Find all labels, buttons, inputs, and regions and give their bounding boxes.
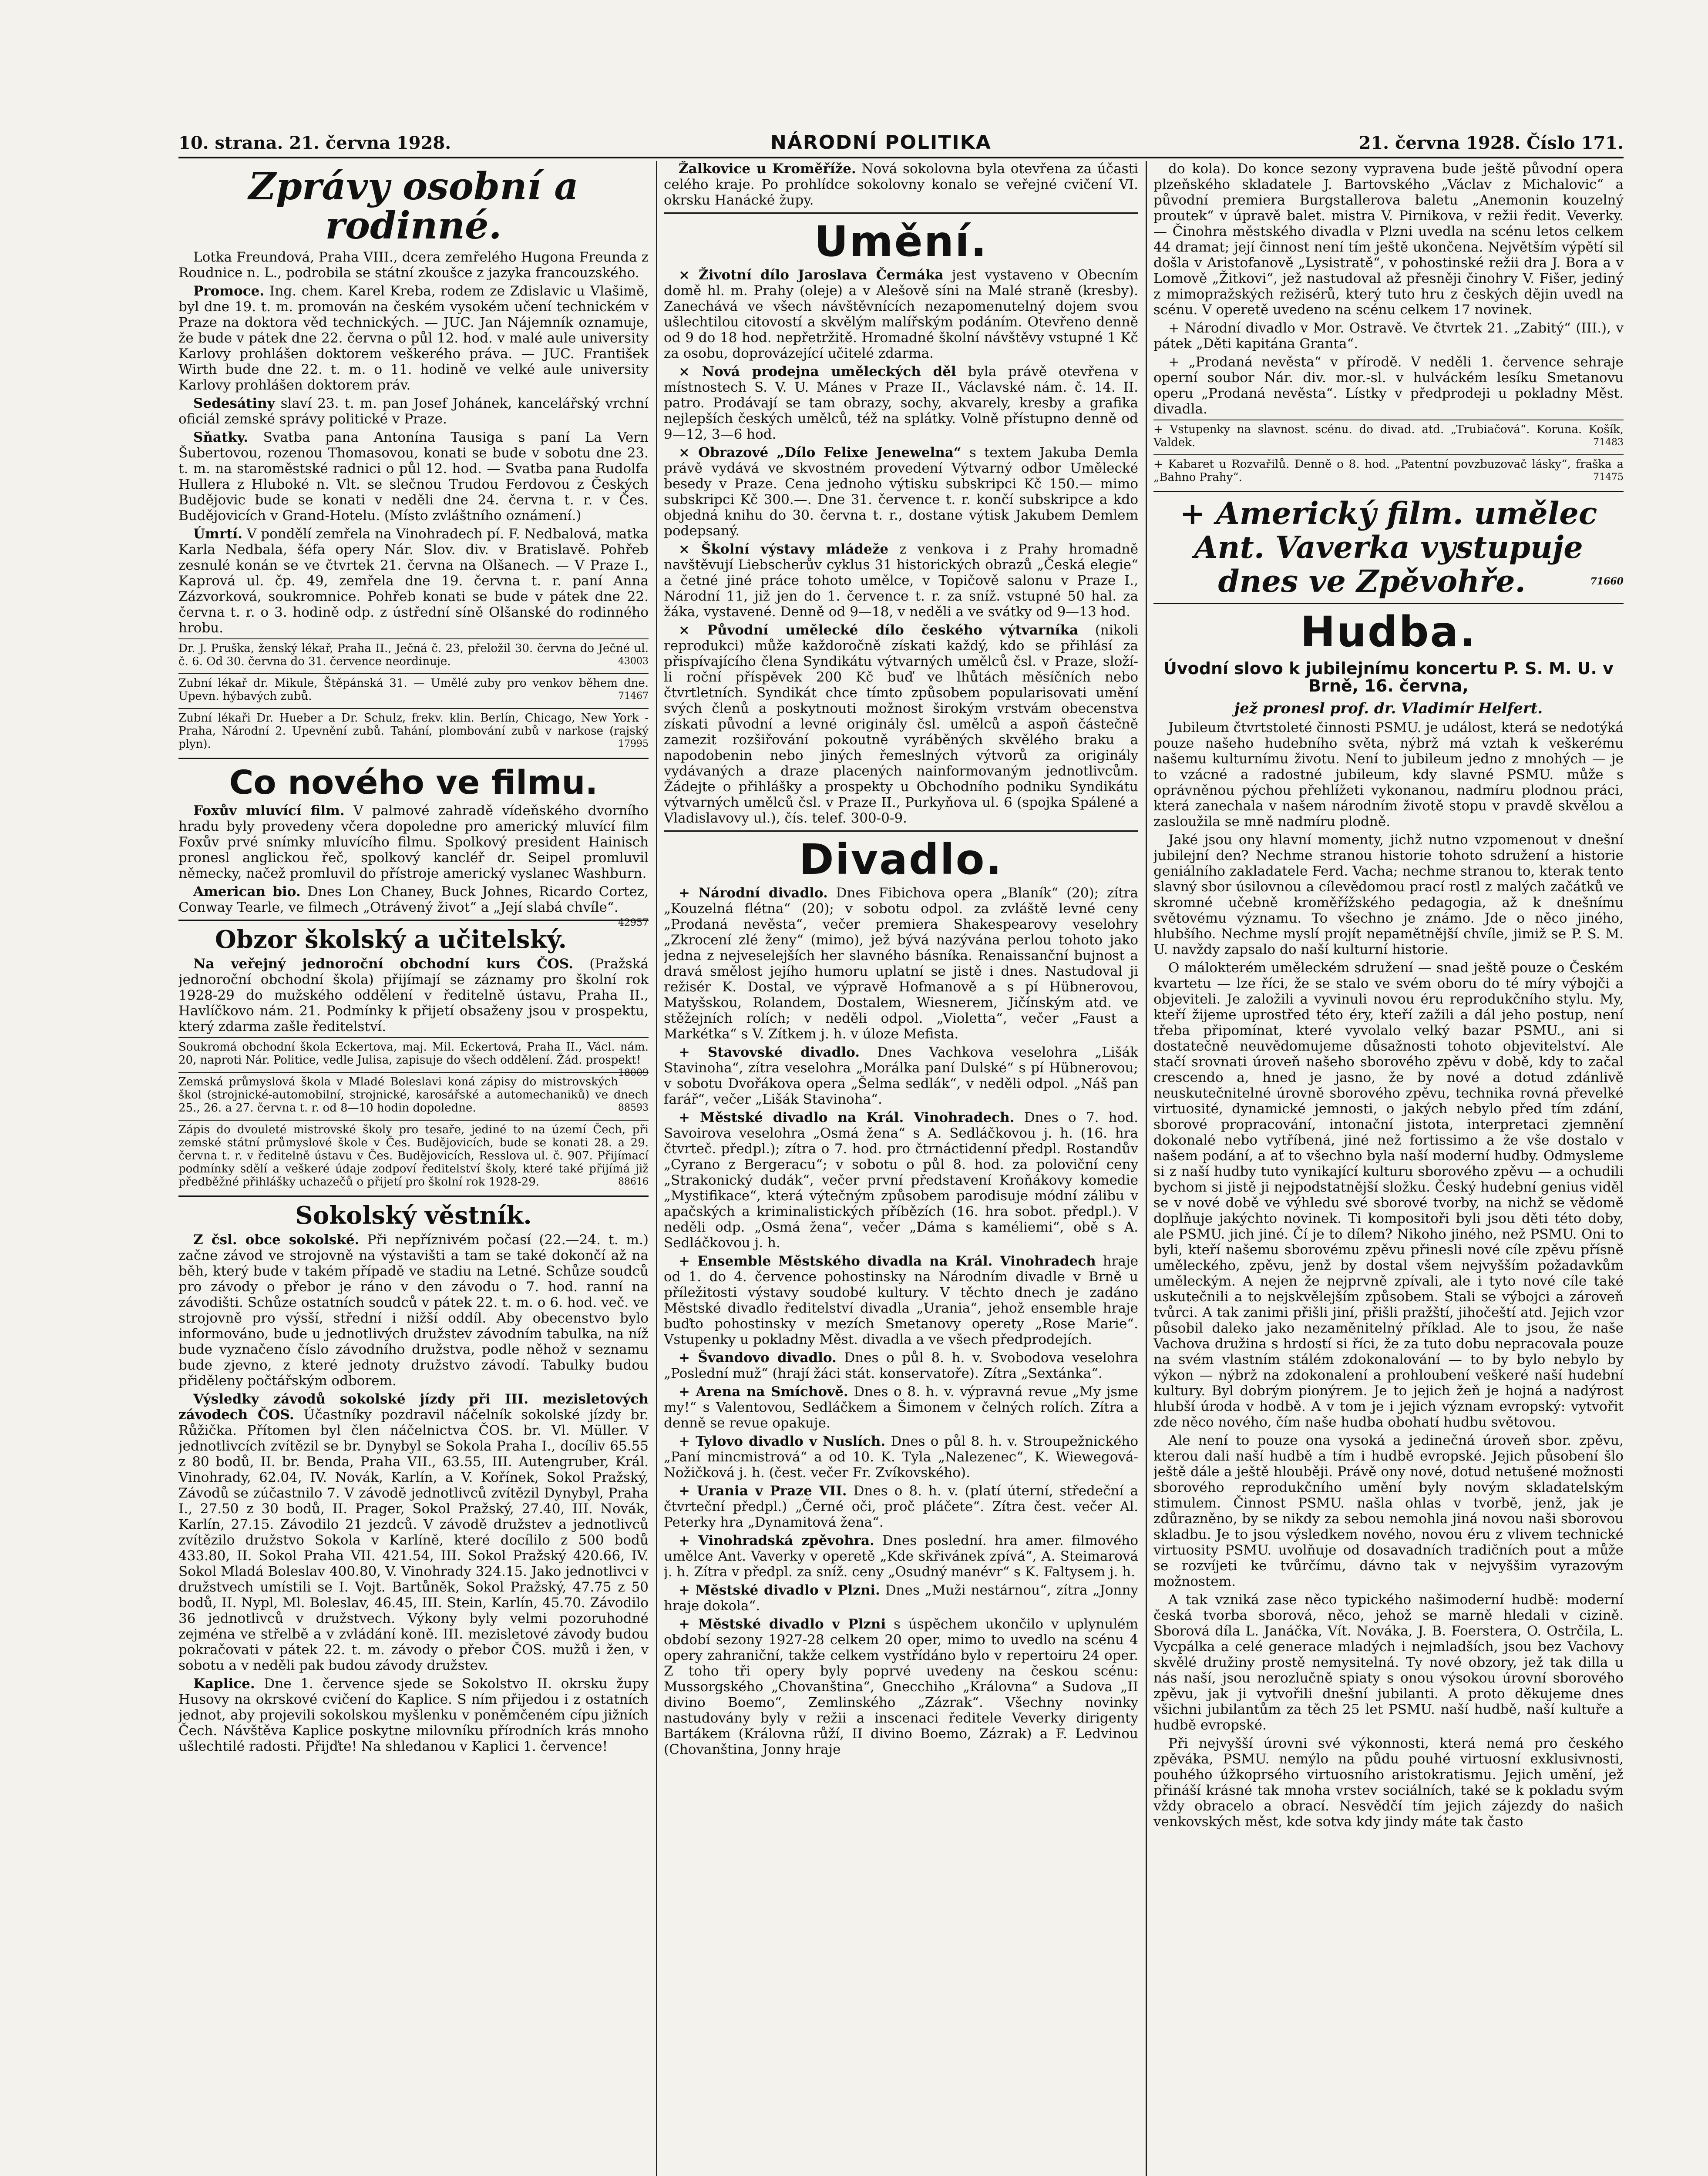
article-paragraph [178, 396, 649, 427]
paragraph-lead: + Švandovo divadlo. [679, 1350, 837, 1366]
ad-number: 42957 [618, 917, 649, 929]
paragraph-lead: Promoce. [193, 283, 265, 299]
article-paragraph [178, 430, 649, 524]
article-paragraph: × Životní dílo Jaroslava Čermáka jest vystaveno v Obecním domě hl. m. Prahy (oleje) a v Alešově síni na Malé straně (kresby). Zanechává ve všech návštěvnících nezapomenutelný dojem svou ušlechtilou citovostí a skvělým malířským podáním. Otevřeno denně od 9 do 18 hod. nepřetržitě. Hromadné školní návštěvy vstupné 1 Kč za osobu, doprovázející učitelé zdarma. [664, 267, 1138, 361]
article-paragraph: + Městské divadlo v Plzni. Dnes „Muži nestárnou“, zítra „Jonny hraje dokola“. [664, 1582, 1138, 1614]
article-paragraph: A tak vzniká zase něco typického našimoderní hudbě: moderní česká tvorba sborová, něco, jehož se marně hledali v cizině. Sborová díla L. Janáčka, Vít. Nováka, J. B. Foerstera, O. Ostrčila, L. Vycpálka a celé generace mladých i nejmladších, jsou bez Vachovy skvělé družiny prostě nemysitelná. Ty nové obzory, jež tak dilla u nás naší, jsou nerozlučně spiaty s onou výsokou úrovní sborového zpěvu, jak ji vytvořili dnešní jubilanti. A proto děkujeme dnes všichni jubilantům za těch 25 let PSMU. naší hudbě, naší kultuře a hudbě evropské. [1153, 1592, 1624, 1733]
paragraph-lead: Sňatky. [193, 429, 249, 445]
article-paragraph: + Městské divadlo v Plzni s úspěchem ukončilo v uplynulém období sezony 1927-28 celkem 20 oper, mimo to uvedlo na scénu 4 opery zahraniční, takže celkem vystřídáno bylo v repertoiru 24 oper. Z toho tři opery byly poprvé uvedeny na českou scénu: Mussorgského „Chovanština“, Gnecchiho „Královna“ a Sudova „II divino Boemo“, Zemlinského „Zázrak“. Všechny novinky nastudovány byly v režii a inscenaci ředitele Veverky dirigenty Bartákem (Královna růží, II divino Boemo, Zázrak) a F. Ledvinou (Chovanština, Jonny hraje [664, 1616, 1138, 1757]
article-subtitle: Úvodní slovo k jubilejnímu koncertu P. S. M. U. v Brně, 16. června, [1163, 658, 1614, 695]
divider [1153, 491, 1624, 492]
paragraph-lead: × Původní umělecké dílo českého výtvarníka [679, 622, 1079, 638]
paragraph-text: Ing. chem. Karel Kreba, rodem ze Zdislavic u Vlašimě, byl dne 19. t. m. promován na českém vysokém učení technickém v Praze na doktora věd technických. — JUC. Jan Nájemník oznamuje, že bude v pátek dne 22. června o půl 12. hod. v malé aule university Karlovy prohlášen doktorem veškerého práva. — JUC. František Wirth bude dne 22. t. m. o 11. hodině ve velké aule university Karlovy prohlášen doktorem práv. [178, 283, 649, 393]
article-paragraph: + Městské divadlo na Král. Vinohradech. Dnes o 7. hod. Savoirova veselohra „Osmá žena“ s A. Sedláčkovou j. h. (16. hra čtvrteč. předpl.); zítra o 7. hod. pro čtrnáctidenní předpl. Rostandův „Cyrano z Bergeracu“; v sobotu o půl 8. hod. za poloviční ceny „Strakonický dudák“, večer první představení Kroňákovy komedie „Mystifikace“, která výtečným způsobem parodisuje módní zálibu v apačských a kriminalistických příbězích (16. hra sobot. předpl.). V neděli odp. „Osmá žena“, večer „Dáma s kaméliemi“, obě s A. Sedláčkovou j. h. [664, 1109, 1138, 1251]
column-divider [656, 161, 657, 2176]
article-paragraph: + Vinohradská zpěvohra. Dnes poslední. hra amer. filmového umělce Ant. Vaverky v operetě „Kde skřivánek zpívá“, A. Steimarová j. h. Zítra v předpl. za sníž. ceny „Osudný manévr“ s K. Faltysem j. h. [664, 1532, 1138, 1580]
divider [664, 212, 1138, 214]
classified-ad: Soukromá obchodní škola Eckertova, maj. Mil. Eckertová, Praha II., Václ. nám. 20, naproti Nár. Politice, vedle Julisa, zapisuje do všech oddělení. Žád. prospekt! 18009 [178, 1037, 649, 1069]
article-paragraph: O málokterém uměleckém sdružení — snad ještě pouze o Českém kvartetu — lze říci, že se stalo ve svém oboru do té míry výbojči a objeviteli. Je založili a vyvinuli novou éru reprodukčního stylu. My, kteří žijeme uprostřed této éry, kteří zažili a dál jeho postup, není třeba připomínat, které vyvolalo velký bazar PSMU., ani si dostatečně neuvědomujeme důsažnosti tohoto objevitelství. Ale stačí srovnati úroveň našeho sborového zpěvu v době, kdy to začal crescendo a, hned je jasno, že by nové a dotud zdánlivě neuskutečnitelné úrovně sborového zpěvu, technika rovná převelké virtuosité, dynamické jemnosti, o jakých nebylo před tím zdání, sborové propracování, intonační jistota, interpretaci zjemnění dokonalé nebo vytříbená, jiné než fortissimo a že vše dostalo v našem podání, a ať to všechno byla naší moderní hudby. Odmysleme si z naší hudby tuto vynikající kulturu sborového zpěvu — a ochudili bychom si jistě ji nejpodstatnější složku. Český hudební genius viděl se v nové době ve výhledu své sborové tvorby, na nichž se vědomě doplňuje jakýchto novinek. Ti kompositoři byli jsou děti této doby, ale PSMU. jich jiné. Čí je to dílem? Nikoho jiného, než PSMU. Oni to byli, kteří našemu sborovému zpěvu přinesli nové cíle zpěvu přísně uměleckého, zpěvu, jenž by dostal všem nejvyšším požadavkům uměleckým. A nejen že nejprvně zpívali, ale i tyto nové cíle také uskutečnili a to nejskvělejším způsobem. Stali se výbojci a zároveň tvůrci. A tak zanimi přišli jiní, přišli pražští, jihočeští atd. Jejich vzor působil daleko jako nezaměnitelný příklad. Ale to jsou, že naše Vachova družina s hrdostí si říci, že za tuto dobu nepracovala pouze na svém vlastním stálém zdokonalování — to by bylo nebylo by výkon — nýbrž na zdokonalení a prohloubení veškeré naší hudební kultury. Byl dobrým pionýrem. Je to jejich žeň je hojná a nadýrost hlubší úroda v hodbě. A v tom je i jejich význam evropský: vytvořit zde něco nového, čím naše hudba obohatí hudbu světovou. [1153, 960, 1624, 1431]
paragraph-text: Svatba pana Antonína Tausiga s paní La Vern Šubertovou, rozenou Thomasovou, konati se bude v sobotu dne 23. t. m. na staroměstské radnici o půl 12. hod. — Svatba pana Rudolfa Hullera z Hluboké n. Vlt. se slečnou Trudou Ferdovou z Českých Budějovic bude se konati v neděli dne 24. června t. r. v Čes. Budějovicích v Grand-Hotelu. (Místo zvláštního oznámení.) [178, 429, 649, 524]
paragraph-lead: + Arena na Smíchově. [679, 1384, 848, 1400]
article-paragraph: × Obrazové „Dílo Felixe Jenewelna“ s textem Jakuba Demla právě vydává ve skvostném provedení Výtvarný odbor Umělecké besedy v Praze. Cena jednoho výtisku subskripci Kč 150.— mimo subskripci Kč 300.—. Dne 31. července t. r. končí subskripce a kdo objedná knihu do 30. června t. r., dostane výtisk Jakubem Demlem podepsaný. [664, 444, 1138, 539]
divider [1153, 603, 1624, 604]
paragraph-lead: Z čsl. obce sokolské. [193, 1232, 360, 1248]
article-paragraph: Jubileum čtvrtstoleté činnosti PSMU. je událost, která se nedotýká pouze našeho hudebního světa, nýbrž má vztah k veškerému našemu kulturnímu životu. Není to jubileum jedno z mnohých — je to vzácné a radostné jubileum, kdy slavné PSMU. může s oprávněnou pýchou přehlížeti vykonanou, nadmíru plodnou práci, která zanechala v našem národním životě stopu v pravdě skvělou a zasloužila se mně nadmíru plodně. [1153, 720, 1624, 830]
paragraph-lead: × Obrazové „Dílo Felixe Jenewelna“ [679, 444, 962, 460]
ad-number: 18009 [618, 1068, 649, 1079]
paragraph-lead: Foxův mluvící film. [193, 803, 345, 819]
ad-number: 88616 [618, 1176, 649, 1188]
paragraph-text: V pondělí zemřela na Vinohradech pí. F. Nedbalová, matka Karla Nedbala, šéfa opery Nár. Slov. div. v Bratislavě. Pohřeb zesnulé konán se ve čtvrtek 21. června na Olšanech. — V Praze I., Kaprová ul. čp. 49, zemřela dne 19. června t. r. paní Anna Zázvorková, soukromnice. Pohřeb konati se bude v pátek dne 22. června t. r. o 3. hodině odp. z ústřední síně Olšanské do rodinného hrobu. [178, 526, 649, 636]
paragraph-lead: + Městské divadlo v Plzni. [679, 1582, 880, 1598]
ad-number: 43003 [618, 655, 649, 667]
article-paragraph: do kola). Do konce sezony vypravena bude ještě původní opera plzeňského skladatele J. Bartovského „Václav z Michalovic“ a původní premiera Burgstallerova baletu „Anemonin kouzelný proutek“ v úpravě balet. mistra V. Pirnikova, v režii ředit. Veverky. — Činohra městského divadla v Plzni uvedla na scénu letos celkem 44 dramat; její činnost není tím ještě ukončena. Největším výpětí sil došla v Aristofanově „Lysistratě“, v pohostinské režii dra J. Bora a v Lomově „Žitkovi“, jež nastudoval až přesněji činohry V. Fišer, jediný z mimopražských režisérů, který tuto hru z českých dějin uvedl na scénu. V operetě uvedeno na scénu celkem 17 novinek. [1153, 161, 1624, 318]
newspaper-title: NÁRODNÍ POLITIKA [770, 131, 992, 154]
paragraph-lead: Na veřejný jednoroční obchodní kurs ČOS. [193, 956, 573, 972]
paragraph-lead: Výsledky závodů sokolské jízdy při III. mezisletových závodech ČOS. [178, 1391, 649, 1423]
divider [664, 830, 1138, 832]
article-paragraph: + Národní divadlo. Dnes Fibichova opera „Blaník“ (20); zítra „Kouzelná flétna“ (20); v sobotu odpol. za zvláště levné ceny „Prodaná nevěsta“, večer premiera Shakespearovy veselohry „Zkrocení zlé ženy“ (mimo), jež bývá nazývána perlou tohoto jako jedna z nejveselejších her slavného básníka. Renaissanční bujnost a dravá smělost jejího humoru uplatní se jistě i dnes. Nastudoval ji režisér K. Dostal, ve výpravě Hofmanově a s pí Hübnerovou, Matyšskou, Rolandem, Dostalem, Wiesnerem, Jičínským atd. ve stěžejních rolích; v neděli odpol. „Violetta“, večer „Faust a Markétka“ s V. Zítkem j. h. v úloze Mefista. [664, 885, 1138, 1042]
paragraph-lead: American bio. [193, 884, 301, 900]
classified-ad: Zápis do dvouleté mistrovské školy pro tesaře, jediné to na území Čech, při zemské státní průmyslové škole v Čes. Budějovicích, bude se konati 28. a 29. června t. r. v ředitelně ústavu v Čes. Budějovicích, Resslova ul. č. 907. Přijímací podmínky sdělí a veškeré údaje zodpoví ředitelství školy, které také přijímá již předběžné přihlášky uchazečů o přijetí pro školní rok 1928-29. 88616 [178, 1120, 649, 1191]
article-paragraph: + Ensemble Městského divadla na Král. Vinohradech hraje od 1. do 4. července pohostinsky na Národním divadle v Brně u příležitosti výstavy soudobé kultury. V těchto dnech je zadáno Městské divadlo ředitelství divadla „Urania“, jehož ensemble hraje buďto pohostinsky v mezích Smetanovy operety „Rose Marie“. Vstupenky u pokladny Měst. divadla a ve všech předprodejích. [664, 1253, 1138, 1347]
article-paragraph [178, 526, 649, 636]
article-paragraph: × Původní umělecké dílo českého výtvarníka (nikoli reprodukci) může každoročně získati každý, kdo se přihlásí za přispívajícího člena Syndikátu výtvarných umělců čsl. v Praze, složí-li roční příspěvek 200 Kč buď ve lhůtách měsíčních nebo čtvrtletních. Syndikát chce tímto způsobem popularisovati umění svých členů a poskytnouti možnost širokým vrstvám obecenstva získati původní a levné originály čsl. umělců a aspoň částečně zamezit rozšiřování pokoutně vyráběných skvělého braku a napodobenin nebo jiných řemeslných výtvorů za originály vydávaných a draze placených nainformovaným jednotlivcům. Žádejte o přihlášky a prospekty u Obchodního podniku Syndikátu výtvarných umělců čsl. v Praze II., Purkyňova ul. 6 (spojka Spálené a Vladislavovy ul.), čís. telef. 300-0-9. [664, 622, 1138, 826]
article-paragraph: Na veřejný jednoroční obchodní kurs ČOS. (Pražská jednoroční obchodní škola) přijímají se záznamy pro školní rok 1928-29 do mužského oddělení v ředitelně ústavu, Praha II., Havlíčkovo nám. 21. Podmínky k přijetí obsaženy jsou v prospektu, který zdarma zašle ředitelství. [178, 956, 649, 1035]
ad-number: 71467 [618, 690, 649, 702]
article-paragraph: Jaké jsou ony hlavní momenty, jichž nutno vzpomenout v dnešní jubilejní den? Nechme stranou historie tohoto sdružení a historie geniálního zakladatele Ferd. Vacha; nechme stranou to, kterak tento slavný sbor úsilovnou a cílevědomou prací rostl z malých začátků ve skromné učebně kroměřížského pedagogia, až k dnešnímu světovému významu. To všechno je známo. Jde o něco jiného, hlubšího. Nechme myslí projít nepamětnější chvíle, jimiž se P. S. M. U. navždy zapsalo do naší kulturní historie. [1153, 832, 1624, 958]
article-paragraph: Z čsl. obce sokolské. Při nepříznivém počasí (22.—24. t. m.) začne závod ve strojovně na výstavišti a tam se také dokončí až na běh, který bude v takém případě ve stadiu na Letné. Schůze soudců pro závody o přebor je ráno v den závodu o 7. hod. ranní na závodišti. Schůze ostatních soudců v pátek 22. t. m. o 6. hod. več. ve strojovně pro výsší, střední i nižší oddíl. Aby obecenstvo bylo informováno, bude u jednotlivých družstev závodním tabulka, na níž bude vyznačeno číslo závodního družstva, podle něhož v seznamu bude zjevno, z které jednoty družstvo závodí. Tabulky budou přiděleny počtářským odborem. [178, 1232, 649, 1389]
section-heading-film: Co nového ve filmu. [229, 762, 598, 802]
paragraph-text: slaví 23. t. m. pan Josef Johánek, kancelářský vrchní oficiál zemské správy politické v Praze. [178, 395, 649, 427]
classified-ad: + Vstupenky na slavnost. scénu. do divad. atd. „Trubiačová“. Koruna. Košík, Valdek. 71483 [1153, 420, 1624, 452]
divider [178, 1195, 649, 1197]
masthead [178, 131, 1624, 158]
article-paragraph: Kaplice. Dne 1. července sjede se Sokolstvo II. okrsku župy Husovy na okrskové cvičení do Kaplice. S ním přijedou i z ostatních jednot, aby projevili sokolskou myšlenku v poněmčeném cípu jižních Čech. Návštěva Kaplice poskytne milovníku přírodních krás mnoho ušlechtilé radosti. Přijďte! Na shledanou v Kaplici 1. července! [178, 1676, 649, 1754]
article-paragraph: + Tylovo divadlo v Nuslích. Dnes o půl 8. h. v. Stroupežnického „Paní mincmistrová“ a od 10. K. Tyla „Nalezenec“, K. Wiewegová-Nožičková j. h. (čest. večer Fr. Zvíkovského). [664, 1433, 1138, 1481]
section-heading-sokol: Sokolský věstník. [295, 1201, 532, 1230]
date-issue-number: 21. června 1928. Číslo 171. [1358, 133, 1624, 153]
paragraph-lead: Žalkovice u Kroměříže. [679, 161, 856, 177]
page-number-date: 10. strana. 21. června 1928. [178, 133, 451, 153]
article-paragraph: + Urania v Praze VII. Dnes o 8. h. v. (platí úterní, středeční a čtvrteční předpl.) „Černé oči, proč pláčete“. Zítra čest. večer Al. Peterky hra „Dynamitová žena“. [664, 1483, 1138, 1530]
paragraph-lead: + Národní divadlo. [679, 885, 828, 901]
ad-number: 71483 [1593, 437, 1624, 448]
section-heading-school: Obzor školský a učitelský. [215, 925, 567, 954]
paragraph-lead: Úmrtí. [193, 526, 243, 542]
article-paragraph: + „Prodaná nevěsta“ v přírodě. V neděli 1. července sehraje operní soubor Nár. div. mor.-sl. v hulváckém lesíku Smetanovu operu „Prodaná nevěsta“. Lístky v předprodeji u pokladny Měst. divadla. [1153, 354, 1624, 417]
ad-number: 17995 [618, 738, 649, 749]
article-paragraph: Ale není to pouze ona vysoká a jedinečná úroveň sbor. zpěvu, kterou dali naší hudbě a tím i hudbě evropské. Jejich působení šlo ještě dále a ještě hlouběji. Právě ony nové, dotud netušené možnosti sborového reprodukčního umění byly novým skladatelským stimulem. Činnost PSMU. našla ohlas v tvorbě, jenž, jak je zdůrazněno, by se nikdy za sebou nemohla jiná novou naši sborovou skladbu. Je to jsou výsledkem nového, novou éru z vlivem technické virtuosity PSMU. uvolňuje od dosavadních tradičních pout a může se rozvíjeti ke tvůrčímu, dávno tak v nejvyššim vyrazovým možnostem. [1153, 1433, 1624, 1590]
section-heading-theatre: Divadlo. [799, 835, 1003, 884]
classified-ad: Dr. J. Pruška, ženský lékař, Praha II., Ječná č. 23, přeložil 30. června do Ječné ul. č. 6. Od 30. června do 31. července neordinuje. 43003 [178, 638, 649, 671]
article-paragraph: + Národní divadlo v Mor. Ostravě. Ve čtvrtek 21. „Zabitý“ (III.), v pátek „Děti kapitána Granta“. [1153, 320, 1624, 352]
article-paragraph: × Nová prodejna uměleckých děl byla právě otevřena v místnostech S. V. U. Mánes v Praze II., Václavské nám. č. 14. II. patro. Prodávají se tam obrazy, sochy, akvarely, kresby a grafika nejlepších českých umělců, též na splátky. Volně přístupno denně od 9—12, 3—6 hod. [664, 363, 1138, 442]
paragraph-lead: + Ensemble Městského divadla na Král. Vinohradech [679, 1253, 1096, 1269]
article-paragraph [178, 283, 649, 393]
divider [178, 758, 649, 759]
article-paragraph: Při nejvyšší úrovni své výkonnosti, která nemá pro českého zpěváka, PSMU. nemýlo na půdu pouhé virtuosní exklusivnosti, pouhého úžkoprsého virtuosního aristokratismu. Jejich umění, jež přináší krásné tak mnoha vrstev sociálních, také se k pokladu svým vždy obracelo a obrací. Nesvědčí tím jejich zájezdy do našich venkovských měst, kde sotva kdy jindy máte tak často [1153, 1736, 1624, 1830]
paragraph-lead: + Vinohradská zpěvohra. [679, 1532, 874, 1548]
section-heading-art: Umění. [814, 217, 988, 266]
article-paragraph: + Arena na Smíchově. Dnes o 8. h. v. výpravná revue „My jsme my!“ s Valentovou, Sedláčkem a Šimonem v čelných rolích. Zítra a denně se revue opakuje. [664, 1384, 1138, 1431]
article-paragraph: American bio. Dnes Lon Chaney, Buck Johnes, Ricardo Cortez, Conway Tearle, ve filmech „Otrávený život“ a „Její slabá chvíle“. 42957 [178, 884, 649, 915]
column-right [1153, 161, 1624, 2176]
paragraph-lead: × Životní dílo Jaroslava Čermáka [679, 267, 944, 283]
article-paragraph: Foxův mluvící film. V palmové zahradě vídeňského dvorního hradu byly provedeny včera dopoledne pro americký mluvící film Foxův prvé snímky mluvícího filmu. Spolkový president Hainisch pronesl anglickou řeč, spolkový kancléř dr. Seipel promluvil německy, načež promluvil do přístroje americký vyslanec Washburn. [178, 803, 649, 882]
article-paragraph: Žalkovice u Kroměříže. Nová sokolovna byla otevřena za účasti celého kraje. Po prohlídce sokolovny konalo se veřejné cvičení VI. okrsku Hanácké župy. [664, 161, 1138, 208]
paragraph-lead: + Městské divadlo v Plzni [679, 1616, 886, 1632]
article-paragraph: Lotka Freundová, Praha VIII., dcera zemřelého Hugona Freunda z Roudnice n. L., podrobila se státní zkoušce z jazyka francouzského. [178, 249, 649, 281]
column-left [178, 161, 649, 2176]
article-byline: jež pronesl prof. dr. Vladimír Helfert. [1234, 699, 1543, 717]
classified-ad: Zubní lékař dr. Mikule, Štěpánská 31. — Umělé zuby pro venkov během dne. Upevn. hýbavých zubů. 71467 [178, 673, 649, 705]
paragraph-lead: + Tylovo divadlo v Nuslích. [679, 1433, 886, 1449]
article-paragraph: Výsledky závodů sokolské jízdy při III. mezisletových závodech ČOS. Účastníky pozdravil náčelník sokolské jízdy br. Růžička. Přítomen byl člen náčelnictva ČOS. br. Vl. Müller. V jednotlivcích zvítězil se br. Dynybyl se Sokola Praha I., docíliv 65.55 z 80 bodů, II. br. Benda, Praha VII., 63.55, III. Autengruber, Král. Vinohrady, 62.04, IV. Novák, Karlín, a V. Kořínek, Sokol Pražský, Závodů se zúčastnilo 7. V závodě jednotlivců zvítězil Dynybyl, Praha I., 27.50 z 30 bodů, II. Prager, Sokol Pražský, 27.40, III. Novák, Karlín, 27.15. Závodilo 21 jezdců. V závodě družstev a jednotlivců zvítězilo družstvo Sokola v Karlíně, které docílilo z 500 bodů 433.80, II. Sokol Praha VII. 421.54, III. Sokol Pražský 420.66, IV. Sokol Mladá Boleslav 400.80, V. Vinohrady 324.15. Jako jednotlivci v družstvech umístili se I. Vojt. Bartůněk, Sokol Pražský, 47.75 z 50 bodů, II. Nypl, Ml. Boleslav, 46.45, III. Stein, Karlín, 45.70. Závodilo 36 jednotlivců v družstvech. Výkony byly velmi pozoruhodné zejména ve střelbě a v zvládání koně. III. mezisletové závody budou pokračovati v pátek 22. t. m. závody o přebor ČOS. mužů i žen, v sobotu a v neděli pak budou závody družstev. [178, 1391, 649, 1673]
paragraph-lead: Sedesátiny [193, 395, 275, 411]
section-heading-music: Hudba. [1300, 608, 1477, 656]
classified-ad: Zemská průmyslová škola v Mladé Boleslavi koná zápisy do mistrovských škol (strojnické-automobilní, strojnické, karosářské a automechaniků) ve dnech 25., 26. a 27. června t. r. od 8—10 hodin dopoledne. 88593 [178, 1072, 649, 1117]
classified-ad: + Kabaret u Rozvařilů. Denně o 8. hod. „Patentní povzbuzovač lásky“, fraška a „Bahno Prahy“. 71475 [1153, 454, 1624, 487]
divider [178, 920, 649, 921]
section-heading-personal: Zprávy osobní a rodinné. [249, 165, 578, 248]
article-paragraph: + Stavovské divadlo. Dnes Vachkova veselohra „Lišák Stavinoha“, zítra veselohra „Morálka paní Dulské“ s pí Hübnerovou; v sobotu Dvořákova opera „Šelma sedlák“, v neděli odpol. „Náš pan farář“, večer „Lišák Stavinoha“. [664, 1044, 1138, 1107]
ad-number: 71475 [1593, 472, 1624, 483]
paragraph-lead: × Nová prodejna uměleckých děl [679, 363, 956, 379]
paragraph-lead: + Stavovské divadlo. [679, 1044, 860, 1060]
column-middle [664, 161, 1138, 2176]
article-paragraph: + Švandovo divadlo. Dnes o půl 8. h. v. Svobodova veselohra „Poslední muž“ (hrají žáci stát. konservatoře). Zítra „Sextánka“. [664, 1350, 1138, 1381]
film-actor-advertisement: + Americký film. umělec Ant. Vaverka vystupuje dnes ve Zpěvohře. 71660 [1180, 495, 1624, 599]
paragraph-lead: Kaplice. [193, 1676, 255, 1692]
paragraph-lead: + Městské divadlo na Král. Vinohradech. [679, 1109, 1015, 1125]
paragraph-lead: × Školní výstavy mládeže [679, 541, 889, 557]
article-paragraph: × Školní výstavy mládeže z venkova i z Prahy hromadně navštěvují Liebscherův cyklus 31 historických obrazů „Česká elegie“ a četné jiné práce tohoto umělce, v Topičově salonu v Praze I., Národní 11, již jen do 1. července t. r. za sníž. vstupné 50 hal. za žáka, vystavené. Denně od 9—18, v neděli a ve svátky od 9—13 hod. [664, 541, 1138, 620]
classified-ad: Zubní lékaři Dr. Hueber a Dr. Schulz, frekv. klin. Berlín, Chicago, New York - Praha, Národní 2. Upevnění zubů. Tahání, plombování zubů v narkose (rajský plyn). 17995 [178, 708, 649, 753]
paragraph-lead: + Urania v Praze VII. [679, 1483, 847, 1499]
ad-number: 88593 [618, 1102, 649, 1114]
ad-number: 71660 [1590, 576, 1624, 587]
column-divider [1146, 161, 1147, 2176]
newspaper-page [178, 131, 1624, 2176]
